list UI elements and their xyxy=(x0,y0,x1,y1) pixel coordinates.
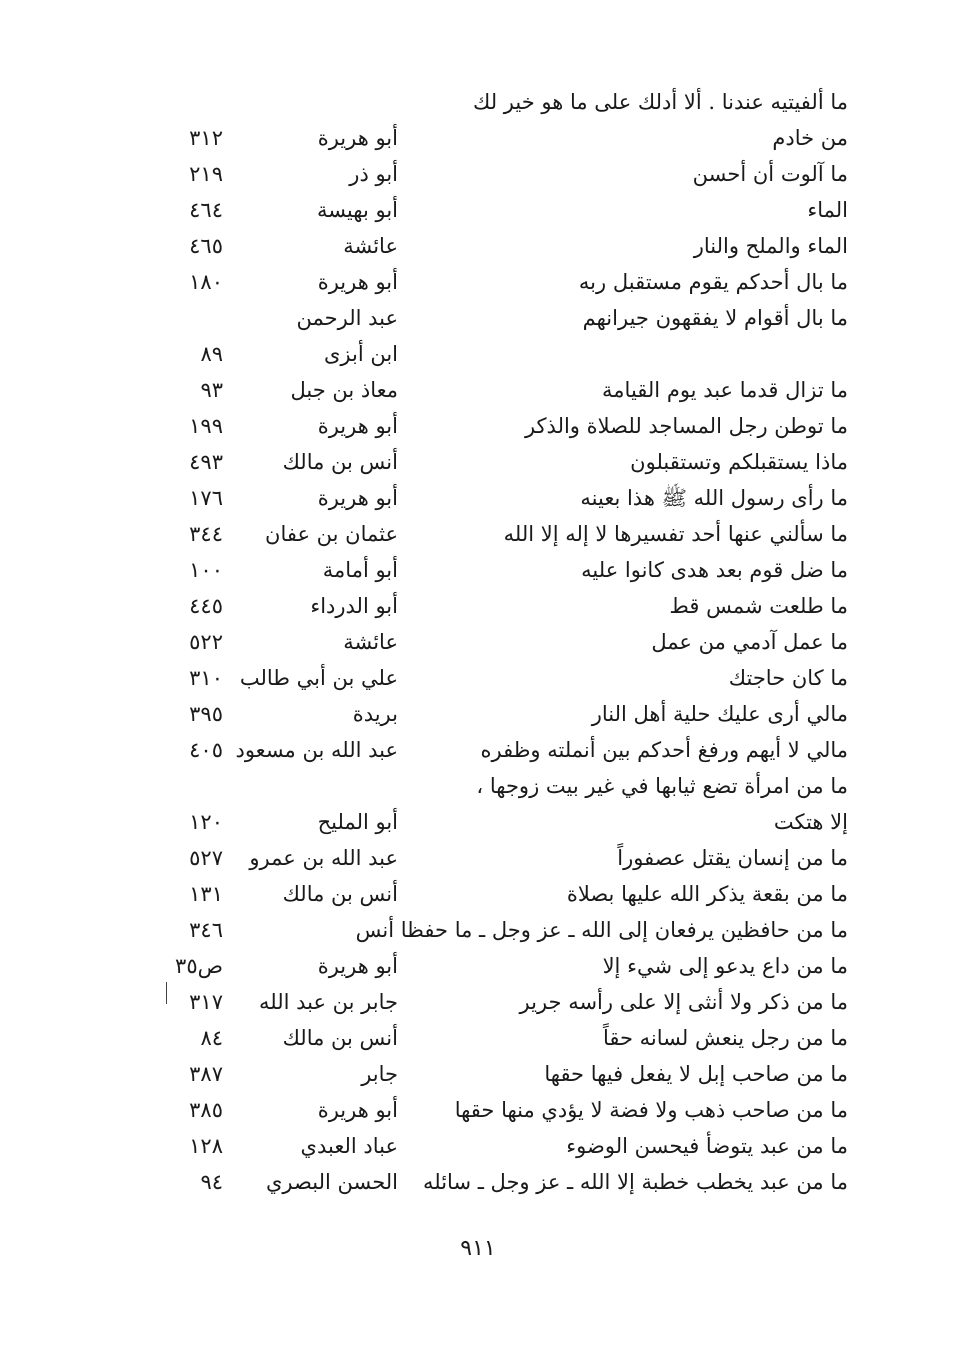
index-entry xyxy=(0,264,956,300)
page-reference: ١٩٩ xyxy=(189,414,223,438)
index-entry xyxy=(0,408,956,444)
hadith-text: ما ضل قوم بعد هدى كانوا عليه xyxy=(581,558,848,582)
page-reference: ١٣١ xyxy=(189,882,223,906)
hadith-text: ما من ذكر ولا أنثى إلا على رأسه جرير xyxy=(519,990,848,1014)
hadith-text: ما تزال قدما عبد يوم القيامة xyxy=(602,378,848,402)
page-reference: ٣٨٧ xyxy=(189,1062,223,1086)
narrator-name: أبو هريرة xyxy=(317,1098,398,1122)
page-reference: ٢١٩ xyxy=(189,162,223,186)
page-reference: ٣٨٥ xyxy=(189,1098,223,1122)
hadith-text: ما توطن رجل المساجد للصلاة والذكر xyxy=(524,414,848,438)
narrator-name: أبو بهيسة xyxy=(316,198,398,222)
narrator-name: عبد الله بن مسعود xyxy=(235,738,398,762)
index-entry xyxy=(0,588,956,624)
narrator-name: أبو الدرداء xyxy=(310,594,398,618)
index-entry xyxy=(0,156,956,192)
index-entry xyxy=(0,804,956,840)
index-entry xyxy=(0,300,956,336)
narrator-name: أبو هريرة xyxy=(317,126,398,150)
hadith-text: مالي لا أيهم ورفغ أحدكم بين أنملته وظفره xyxy=(480,738,848,762)
narrator-name: علي بن أبي طالب xyxy=(239,666,398,690)
narrator-name: عائشة xyxy=(343,630,398,654)
page-reference: ٨٤ xyxy=(200,1026,223,1050)
hadith-text: من خادم xyxy=(772,126,848,150)
index-entry xyxy=(0,444,956,480)
page-reference: ٤٩٣ xyxy=(189,450,223,474)
hadith-text: ما من صاحب ذهب ولا فضة لا يؤدي منها حقها xyxy=(454,1098,848,1122)
page-reference: ٩٤ xyxy=(200,1170,223,1194)
index-entry xyxy=(0,768,956,804)
page-reference: ١٠٠ xyxy=(189,558,223,582)
index-entry xyxy=(0,552,956,588)
hadith-text: ما عمل آدمي من عمل xyxy=(651,630,848,654)
page-reference: ٣١٠ xyxy=(189,666,223,690)
page-number: ٩١١ xyxy=(460,1236,496,1261)
hadith-text: الماء والملح والنار xyxy=(693,234,848,258)
narrator-name: أبو المليح xyxy=(317,810,398,834)
index-entry xyxy=(0,480,956,516)
index-entry xyxy=(0,1128,956,1164)
narrator-name: معاذ بن جبل xyxy=(290,378,398,402)
narrator-name: أنس بن مالك xyxy=(282,1026,398,1050)
hadith-text: الماء xyxy=(807,198,848,222)
page-reference: ص٣٥ xyxy=(175,954,223,978)
page-reference: ١٢٨ xyxy=(189,1134,223,1158)
index-entry xyxy=(0,228,956,264)
page-reference: ٣٤٤ xyxy=(189,522,223,546)
index-entry xyxy=(0,1020,956,1056)
index-entry xyxy=(0,84,956,120)
hadith-text: ما من حافظين يرفعان إلى الله ـ عز وجل ـ ما حفظا أنس xyxy=(355,918,848,942)
hadith-text: ما من بقعة يذكر الله عليها بصلاة xyxy=(566,882,848,906)
hadith-text: ما سألني عنها أحد تفسيرها لا إله إلا الله xyxy=(503,522,848,546)
page-reference: ٣١٧ xyxy=(189,990,223,1014)
hadith-text: ما من داع يدعو إلى شيء إلا xyxy=(602,954,848,978)
hadith-text: ما من إنسان يقتل عصفوراً xyxy=(617,846,848,870)
hadith-text: ما بال أقوام لا يفقهون جيرانهم xyxy=(582,306,848,330)
narrator-name: جابر بن عبد الله xyxy=(258,990,398,1014)
page-reference: ٩٣ xyxy=(200,378,223,402)
index-entry xyxy=(0,120,956,156)
hadith-text: ما طلعت شمس قط xyxy=(669,594,848,618)
hadith-text: ماذا يستقبلكم وتستقبلون xyxy=(630,450,848,474)
narrator-name: بريدة xyxy=(352,702,398,726)
page-reference: ٨٩ xyxy=(200,342,223,366)
index-entry xyxy=(0,516,956,552)
narrator-name: عائشة xyxy=(343,234,398,258)
hadith-text: ما رأى رسول الله ﷺ هذا بعينه xyxy=(580,486,848,510)
hadith-text: ما كان حاجتك xyxy=(728,666,848,690)
margin-mark xyxy=(166,982,167,1004)
index-entry xyxy=(0,1092,956,1128)
narrator-name: أبو أمامة xyxy=(322,558,398,582)
hadith-text: ما من صاحب إبل لا يفعل فيها حقها xyxy=(544,1062,848,1086)
page-reference: ٤٦٥ xyxy=(189,234,223,258)
page-reference: ٤٠٥ xyxy=(189,738,223,762)
narrator-name: أبو ذر xyxy=(349,162,398,186)
narrator-name: أنس بن مالك xyxy=(282,450,398,474)
hadith-text: ما من عبد يخطب خطبة إلا الله ـ عز وجل ـ سائله xyxy=(422,1170,848,1194)
narrator-name: عثمان بن عفان xyxy=(265,522,398,546)
narrator-name: جابر xyxy=(361,1062,398,1086)
narrator-name: أبو هريرة xyxy=(317,414,398,438)
hadith-text: ما من امرأة تضع ثيابها في غير بيت زوجها ، xyxy=(476,774,848,798)
narrator-name: عبد الرحمن xyxy=(296,306,398,330)
hadith-text: مالي أرى عليك حلية أهل النار xyxy=(591,702,848,726)
index-entry xyxy=(0,948,956,984)
hadith-text: ما بال أحدكم يقوم مستقبل ربه xyxy=(578,270,848,294)
index-entry xyxy=(0,192,956,228)
page-reference: ١٧٦ xyxy=(189,486,223,510)
page-reference: ٣٤٦ xyxy=(189,918,223,942)
narrator-name: ابن أبزى xyxy=(323,342,398,366)
page-reference: ٤٤٥ xyxy=(189,594,223,618)
index-entry xyxy=(0,912,956,948)
page-reference: ٣١٢ xyxy=(189,126,223,150)
narrator-name: أبو هريرة xyxy=(317,270,398,294)
index-entry xyxy=(0,336,956,372)
index-entry xyxy=(0,984,956,1020)
page-reference: ١٢٠ xyxy=(189,810,223,834)
hadith-text: ما من عبد يتوضأ فيحسن الوضوء xyxy=(566,1134,848,1158)
index-entry xyxy=(0,732,956,768)
page-reference: ٣٩٥ xyxy=(189,702,223,726)
page-reference: ٥٢٢ xyxy=(189,630,223,654)
narrator-name: عبد الله بن عمرو xyxy=(249,846,398,870)
index-entry xyxy=(0,876,956,912)
hadith-text: ما آلوت أن أحسن xyxy=(692,162,848,186)
page-reference: ٥٢٧ xyxy=(189,846,223,870)
narrator-name: أنس بن مالك xyxy=(282,882,398,906)
page-reference: ٤٦٤ xyxy=(189,198,223,222)
index-entry xyxy=(0,696,956,732)
narrator-name: الحسن البصري xyxy=(266,1170,398,1194)
narrator-name: عباد العبدي xyxy=(300,1134,398,1158)
narrator-name: أبو هريرة xyxy=(317,954,398,978)
hadith-text: إلا هتكت xyxy=(773,810,848,834)
narrator-name: أبو هريرة xyxy=(317,486,398,510)
index-entry xyxy=(0,660,956,696)
index-entry xyxy=(0,372,956,408)
page-reference: ١٨٠ xyxy=(189,270,223,294)
index-entry xyxy=(0,840,956,876)
index-entry xyxy=(0,1164,956,1200)
hadith-text: ما من رجل ينعش لسانه حقاً xyxy=(602,1026,848,1050)
index-entry xyxy=(0,624,956,660)
hadith-text: ما ألفيتيه عندنا . ألا أدلك على ما هو خير لك xyxy=(473,90,848,114)
index-entry xyxy=(0,1056,956,1092)
